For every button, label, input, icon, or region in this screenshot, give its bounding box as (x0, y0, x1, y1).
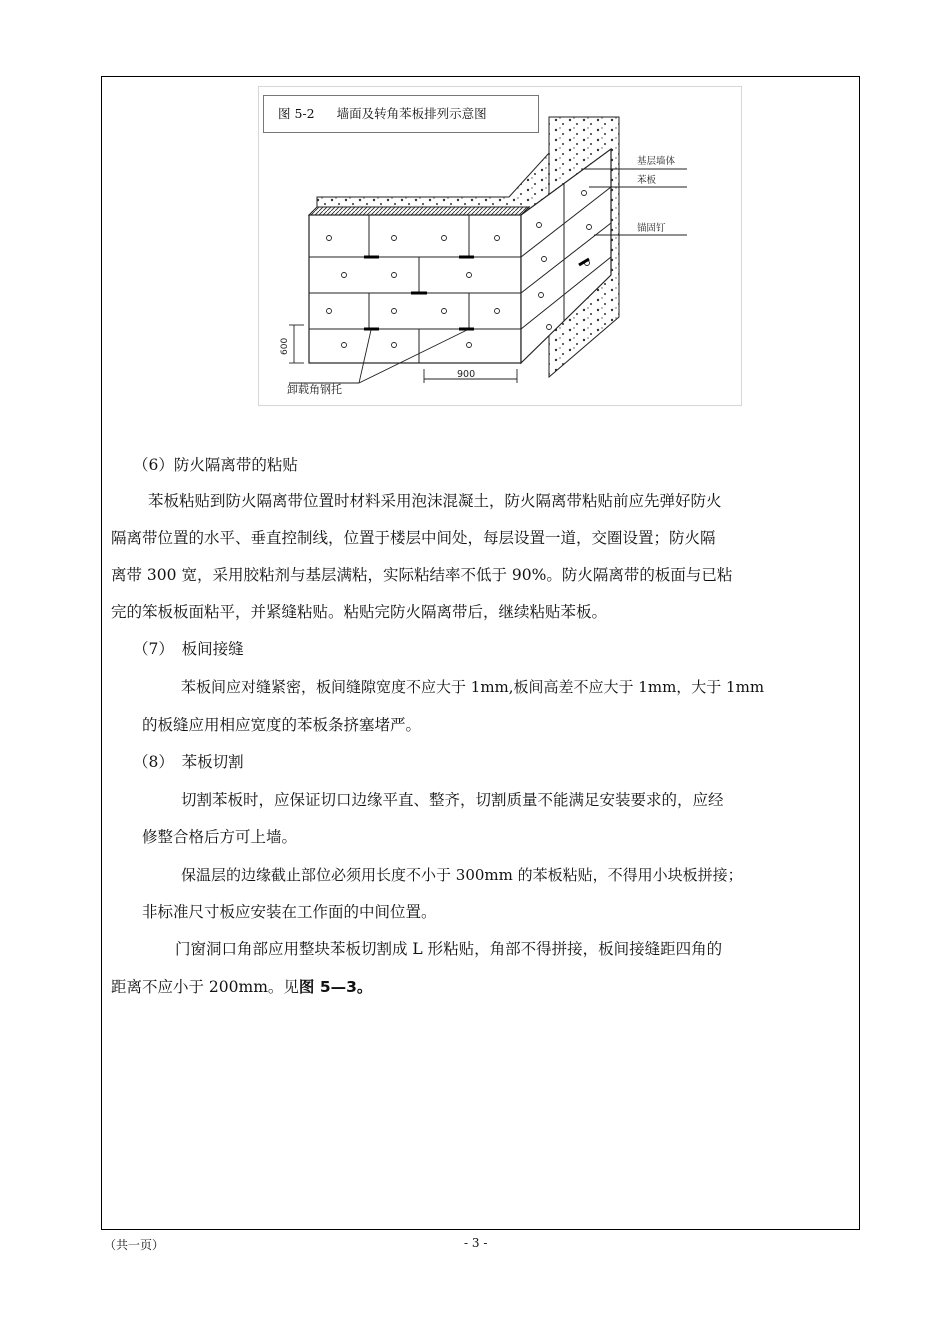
label-base-wall: 基层墙体 (637, 156, 676, 167)
label-board: 苯板 (637, 175, 657, 186)
section-8-heading: （8） 苯板切割 (133, 753, 244, 771)
label-bracket: 卸载角钢托 (287, 383, 342, 396)
footer-page-number: - 3 - (464, 1236, 488, 1250)
figure-5-2 (258, 86, 742, 406)
section-6-para-line-3: 离带 300 宽，采用胶粘剂与基层满粘，实际粘结率不低于 90%。防火隔离带的板面与已粘 (111, 566, 733, 584)
section-6-para-line-1: 苯板粘贴到防火隔离带位置时材料采用泡沫混凝土，防火隔离带粘贴前应先弹好防火 (148, 492, 722, 510)
section-8-para-line-6 (111, 976, 372, 998)
section-6-para-line-2: 隔离带位置的水平、垂直控制线，位置于楼层中间处，每层设置一道，交圈设置；防火隔 (111, 529, 716, 547)
section-7-para-line-2: 的板缝应用相应宽度的苯板条挤塞堵严。 (142, 716, 422, 734)
section-6-para-line-4: 完的笨板板面粘平，并紧缝粘贴。粘贴完防火隔离带后，继续粘贴苯板。 (111, 603, 608, 621)
section-8-para-line-5: 门窗洞口角部应用整块苯板切割成 L 形粘贴，角部不得拼接，板间接缝距四角的 (175, 940, 723, 958)
section-7-heading: （7） 板间接缝 (133, 640, 244, 658)
section-8-para-line-4: 非标准尺寸板应安装在工作面的中间位置。 (142, 903, 437, 921)
section-7-para-line-1: 苯板间应对缝紧密，板间缝隙宽度不应大于 1mm,板间高差不应大于 1mm，大于 1mm (181, 678, 765, 696)
label-dim-height: 600 (280, 337, 290, 355)
front-wall-face (309, 215, 521, 363)
label-anchor: 锚固钉 (637, 223, 666, 234)
insulation-edge-top (309, 207, 529, 215)
figure-5-3-reference: 图 5—3。 (298, 978, 373, 996)
section-8-para-line-2: 修整合格后方可上墙。 (142, 828, 298, 846)
section-8-para-line-3: 保温层的边缘截止部位必须用长度不小于 300mm 的苯板粘贴，不得用小块板拼接； (181, 866, 743, 884)
section-8-para-line-1: 切割苯板时，应保证切口边缘平直、整齐，切割质量不能满足安装要求的，应经 (181, 791, 724, 809)
section-6-heading: （6）防火隔离带的粘贴 (133, 456, 298, 474)
figure-caption (263, 95, 539, 133)
label-dim-width: 900 (457, 369, 476, 380)
wall-corner-diagram (259, 87, 743, 407)
figure-number: 图 5-2 (278, 106, 315, 121)
figure-title: 墙面及转角苯板排列示意图 (336, 106, 487, 121)
section-8-para-line-6-text: 距离不应小于 200mm。见 (111, 978, 299, 996)
footer-page-count: （共一页） (104, 1238, 165, 1252)
